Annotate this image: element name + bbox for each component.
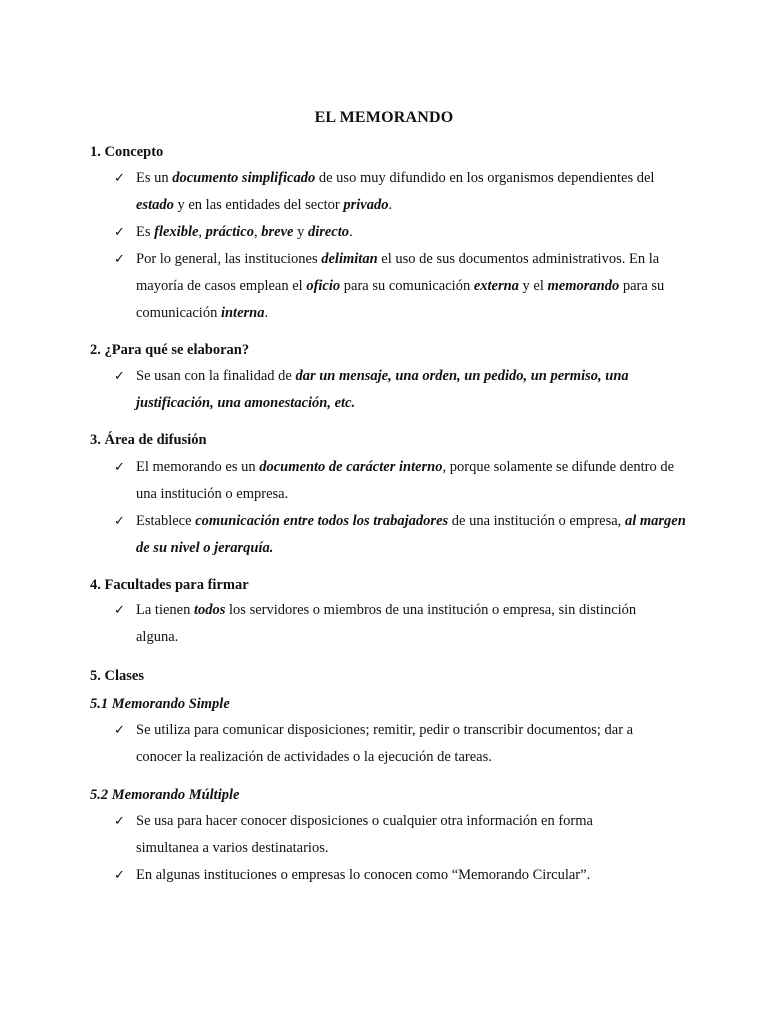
list-item — [114, 597, 674, 651]
checkmark-icon: ✓ — [114, 171, 125, 186]
list-item — [114, 717, 674, 771]
list-item — [114, 808, 634, 862]
list-item — [114, 363, 664, 417]
checkmark-icon: ✓ — [114, 723, 125, 738]
list-item — [114, 165, 694, 219]
list-item-text: Por lo general, las instituciones delimitan el uso de sus documentos administrativos. En la mayoría de casos emplean el oficio para su comunicación externa y el memorando para su comunicación interna. — [136, 251, 665, 321]
section-heading-facultades: 4. Facultades para firmar — [90, 577, 249, 593]
checkmark-icon: ✓ — [114, 460, 125, 475]
document-title: EL MEMORANDO — [314, 109, 454, 126]
section-heading-area-difusion: 3. Área de difusión — [90, 432, 207, 448]
checkmark-icon: ✓ — [114, 868, 125, 883]
section-heading-para-que: 2. ¿Para qué se elaboran? — [90, 342, 250, 358]
list-item-text: En algunas instituciones o empresas lo conocen como “Memorando Circular”. — [136, 867, 591, 883]
list-item — [114, 862, 694, 889]
list-item-text: Se usan con la finalidad de dar un mensaje, una orden, un pedido, un permiso, una justificación, una amonestación, etc. — [136, 368, 629, 411]
list-item — [114, 454, 689, 508]
section-heading-clases: 5. Clases — [90, 668, 144, 684]
list-item-text: Se utiliza para comunicar disposiciones; remitir, pedir o transcribir documentos; dar a conocer la realización de actividades o la ejecución de tareas. — [136, 722, 634, 765]
list-item — [114, 219, 694, 246]
list-item-text: Establece comunicación entre todos los trabajadores de una institución o empresa, al margen de su nivel o jerarquía. — [136, 513, 686, 556]
list-item-text: Se usa para hacer conocer disposiciones o cualquier otra información en forma simultanea a varios destinatarios. — [136, 813, 593, 856]
section-heading-concepto: 1. Concepto — [90, 144, 164, 160]
list-item-text: Es un documento simplificado de uso muy difundido en los organismos dependientes del estado y en las entidades del sector privado. — [136, 170, 655, 213]
checkmark-icon: ✓ — [114, 603, 125, 618]
checkmark-icon: ✓ — [114, 814, 125, 829]
subsection-heading-memorando-multiple: 5.2 Memorando Múltiple — [90, 787, 240, 803]
subsection-heading-memorando-simple: 5.1 Memorando Simple — [90, 696, 230, 712]
list-item-text: La tienen todos los servidores o miembros de una institución o empresa, sin distinción alguna. — [136, 602, 637, 645]
checkmark-icon: ✓ — [114, 252, 125, 267]
list-item-text: Es flexible, práctico, breve y directo. — [136, 224, 353, 240]
list-item-text: El memorando es un documento de carácter interno, porque solamente se difunde dentro de una institución o empresa. — [136, 459, 675, 502]
list-item — [114, 508, 689, 562]
list-item — [114, 246, 674, 327]
checkmark-icon: ✓ — [114, 514, 125, 529]
checkmark-icon: ✓ — [114, 369, 125, 384]
checkmark-icon: ✓ — [114, 225, 125, 240]
